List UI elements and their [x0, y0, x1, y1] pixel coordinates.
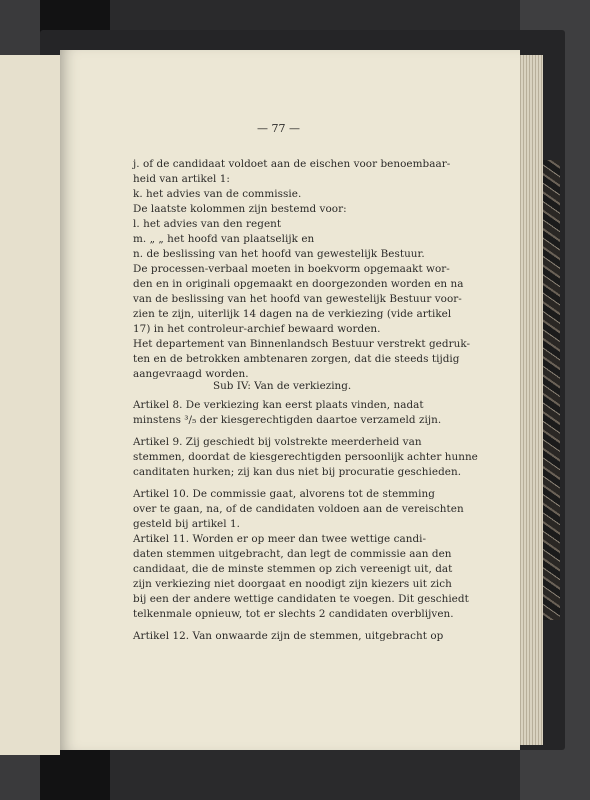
text-line: stemmen, doordat de kiesgerechtigden persoonlijk achter hunne	[133, 451, 478, 463]
text-line: Artikel 9. Zij geschiedt bij volstrekte meerderheid van	[133, 436, 422, 448]
page-number: — 77 —	[257, 122, 300, 135]
text-line: Artikel 10. De commissie gaat, alvorens tot de stemming	[133, 488, 435, 500]
text-line: l. het advies van den regent	[133, 218, 282, 230]
text-line: k. het advies van de commissie.	[133, 188, 302, 200]
text-line: Het departement van Binnenlandsch Bestuur verstrekt gedruk-	[133, 338, 471, 350]
text-line: Artikel 12. Van onwaarde zijn de stemmen, uitgebracht op	[133, 630, 444, 642]
text-line: m. „ „ het hoofd van plaatselijk en	[133, 233, 315, 245]
text-line: daten stemmen uitgebracht, dan legt de commissie aan den	[133, 548, 452, 560]
text-line: gesteld bij artikel 1.	[133, 518, 240, 530]
text-line: van de beslissing van het hoofd van gewestelijk Bestuur voor-	[133, 293, 462, 305]
text-line: ten en de betrokken ambtenaren zorgen, dat die steeds tijdig	[133, 353, 460, 365]
text-line: De laatste kolommen zijn bestemd voor:	[133, 203, 347, 215]
text-line: canditaten hurken; zij kan dus niet bij procuratie geschieden.	[133, 466, 462, 478]
text-line: zien te zijn, uiterlijk 14 dagen na de verkiezing (vide artikel	[133, 308, 452, 320]
text-line: den en in originali opgemaakt en doorgezonden worden en na	[133, 278, 464, 290]
left-page	[0, 55, 60, 755]
text-line: 17) in het controleur-archief bewaard worden.	[133, 323, 381, 335]
text-line: j. of de candidaat voldoet aan de eischen voor benoembaar-	[133, 158, 451, 170]
text-line: candidaat, die de minste stemmen op zich vereenigt uit, dat	[133, 563, 453, 575]
text-line: De processen-verbaal moeten in boekvorm opgemaakt wor-	[133, 263, 450, 275]
text-line: heid van artikel 1:	[133, 173, 230, 185]
text-line: aangevraagd worden.	[133, 368, 249, 380]
text-line: over te gaan, na, of de candidaten voldoen aan de vereischten	[133, 503, 464, 515]
text-line: Artikel 11. Worden er op meer dan twee wettige candi-	[133, 533, 427, 545]
text-line: bij een der andere wettige candidaten te voegen. Dit geschiedt	[133, 593, 469, 605]
text-line: zijn verkiezing niet doorgaat en noodigt zijn kiezers uit zich	[133, 578, 452, 590]
subheading: Sub IV: Van de verkiezing.	[213, 380, 352, 392]
marbled-edge	[540, 160, 560, 620]
text-line: minstens ³/₅ der kiesgerechtigden daartoe verzameld zijn.	[133, 414, 442, 426]
text-line: n. de beslissing van het hoofd van gewestelijk Bestuur.	[133, 248, 425, 260]
text-line: telkenmale opnieuw, tot er slechts 2 candidaten overblijven.	[133, 608, 454, 620]
text-line: Artikel 8. De verkiezing kan eerst plaats vinden, nadat	[133, 399, 424, 411]
